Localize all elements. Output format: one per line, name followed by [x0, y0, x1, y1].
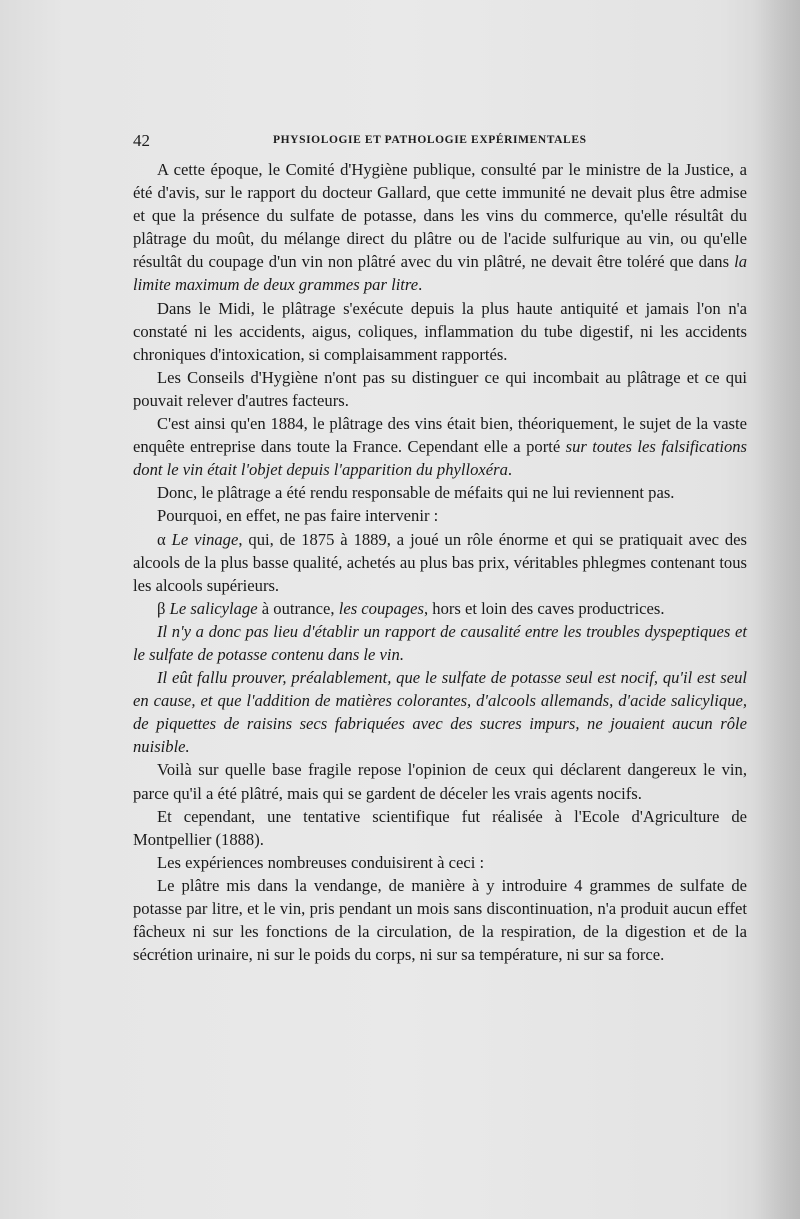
paragraph-voila: Voilà sur quelle base fragile repose l'opinion de ceux qui déclarent dangereux le vin, parce qu'il a été plâtré, mais qui se gardent de déceler les vrais agents nocifs.	[133, 760, 747, 803]
list-marker-alpha: α	[157, 529, 172, 549]
body-text	[133, 158, 747, 966]
paragraph-text: à outrance,	[257, 598, 339, 618]
paragraph-enquete	[133, 412, 747, 481]
emphasis-limite: la limite maximum de deux grammes par litre	[133, 252, 747, 295]
paragraph-conclusion	[133, 620, 747, 666]
page-header	[133, 131, 745, 151]
paragraph-vinage	[133, 528, 747, 597]
paragraph-text: A cette époque, le Comité d'Hygiène publique, consulté par le ministre de la Justice, a été d'avis, sur le rapport du docteur Gallard, que cette immunité ne devait plus être admise et que la présence du sulfate de potasse, dans les vins du commerce, qu'elle résultât du plâtrage du moût, du mélange direct du plâtre ou de l'acide sulfurique au vin, ou qu'elle résultât du coupage d'un vin non plâtré avec du vin plâtré, ne devait être toléré que dans	[133, 160, 747, 272]
paragraph-pourquoi: Pourquoi, en effet, ne pas faire intervenir :	[157, 506, 439, 526]
paragraph-salicylage	[133, 597, 747, 620]
running-title: PHYSIOLOGIE ET PATHOLOGIE EXPÉRIMENTALES	[273, 134, 587, 146]
page-number: 42	[133, 131, 150, 150]
paragraph-midi: Dans le Midi, le plâtrage s'exécute depuis la plus haute antiquité et jamais l'on n'a constaté ni les accidents, aigus, coliques, inflammation du tube digestif, ni les accidents chroniques d'intoxication, si complaisamment rapportés.	[133, 298, 747, 364]
emphasis-conclusion: Il n'y a donc pas lieu d'établir un rapport de causalité entre les troubles dyspeptiques et le sulfate de potasse contenu dans le vin.	[133, 621, 747, 664]
emphasis-falsifications: sur toutes les falsifications dont le vin était l'objet depuis l'apparition du phylloxéra	[133, 437, 747, 480]
paragraph-text: .	[418, 275, 423, 295]
emphasis-preuve: Il eût fallu prouver, préalablement, que le sulfate de potasse seul est nocif, qu'il est seul en cause, et que l'addition de matières colorantes, d'alcools allemands, d'acide salicylique, de piquettes de raisins secs fabriquées avec des sucres impurs, ne jouaient aucun rôle nuisible.	[133, 668, 747, 757]
paragraph-text: , hors et loin des caves productrices.	[423, 598, 665, 618]
emphasis-coupages: les coupages	[338, 598, 424, 618]
emphasis-salicylage: Le salicylage	[169, 598, 258, 618]
page-edge-shadow	[754, 0, 800, 1219]
paragraph-donc: Donc, le plâtrage a été rendu responsable de méfaits qui ne lui reviennent pas.	[157, 483, 675, 503]
paragraph-preuve	[133, 666, 747, 758]
paragraph-resultats: Le plâtre mis dans la vendange, de manière à y introduire 4 grammes de sulfate de potasse par litre, et le vin, pris pendant un mois sans discontinuation, n'a produit aucun effet fâcheux ni sur les fonctions de la circulation, de la respiration, de la digestion et de la sécrétion urinaire, ni sur le poids du corps, ni sur sa température, ni sur sa force.	[133, 875, 747, 965]
paragraph-text: .	[507, 460, 513, 480]
paragraph-montpellier: Et cependant, une tentative scientifique fut réalisée à l'Ecole d'Agriculture de Montpellier (1888).	[133, 806, 747, 849]
emphasis-vinage: Le vinage	[171, 529, 239, 549]
paragraph-conseils: Les Conseils d'Hygiène n'ont pas su distinguer ce qui incombait au plâtrage et ce qui pouvait relever d'autres facteurs.	[133, 367, 747, 410]
paragraph-comite	[133, 158, 747, 297]
paragraph-text: , qui, de 1875 à 1889, a joué un rôle énorme et qui se pratiquait avec des alcools de la plus basse qualité, achetés au plus bas prix, véritables phlegmes contenant tous les alcools supérieurs.	[133, 529, 747, 595]
paragraph-experiences: Les expériences nombreuses conduisirent à ceci :	[157, 852, 485, 872]
paragraph-text: C'est ainsi qu'en 1884, le plâtrage des vins était bien, théoriquement, le sujet de la vaste enquête entreprise dans toute la France. Cependant elle a porté	[133, 414, 747, 457]
list-marker-beta: β	[157, 598, 170, 618]
